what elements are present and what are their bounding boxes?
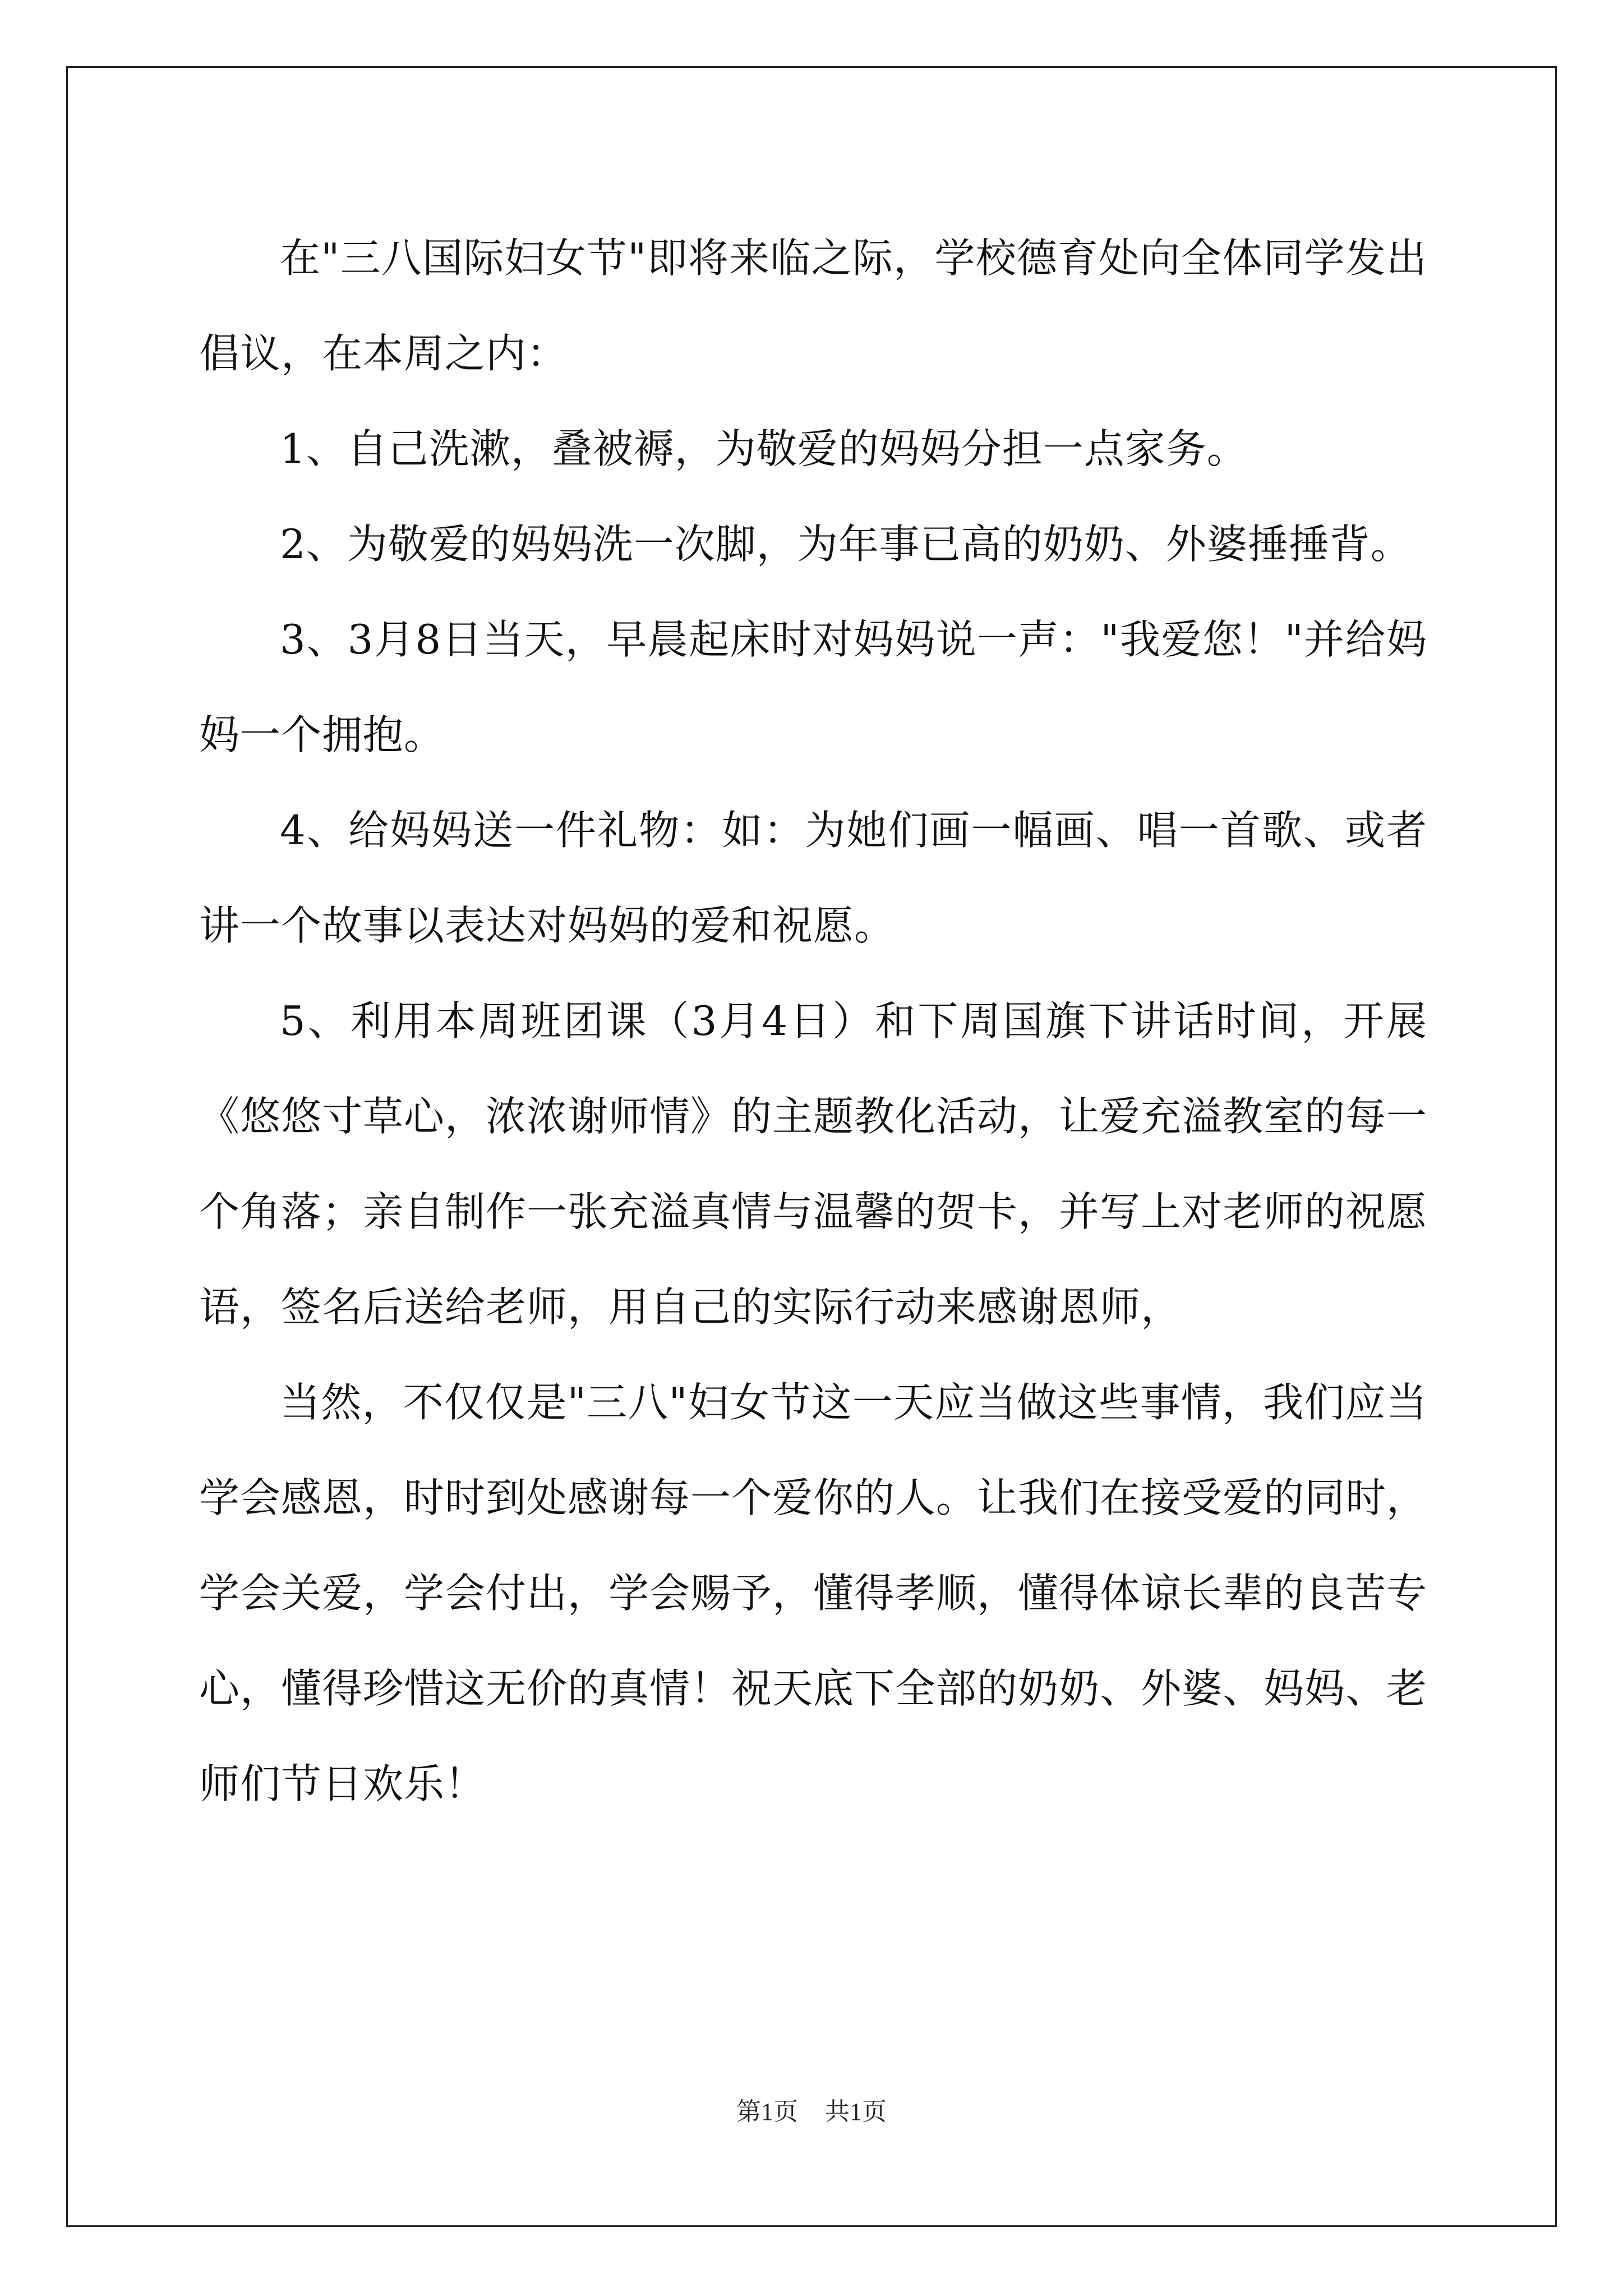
paragraph-item-4: 4、给妈妈送一件礼物：如：为她们画一幅画、唱一首歌、或者讲一个故事以表达对妈妈的爱和祝愿。	[199, 807, 1427, 949]
document-body	[199, 210, 1427, 1832]
paragraph-item-3: 3、3月8日当天，早晨起床时对妈妈说一声："我爱您！"并给妈妈一个拥抱。	[199, 616, 1427, 758]
paragraph-item-2: 2、为敬爱的妈妈洗一次脚，为年事已高的奶奶、外婆捶捶背。	[280, 521, 1412, 568]
paragraph-item-5: 5、利用本周班团课（3月4日）和下周国旗下讲话时间，开展《悠悠寸草心，浓浓谢师情》的主题教化活动，让爱充溢教室的每一个角落；亲自制作一张充溢真情与温馨的贺卡，并写上对老师的祝愿语，签名后送给老师，用自己的实际行动来感谢恩师，	[199, 997, 1428, 1331]
paragraph-item-1: 1、自己洗漱，叠被褥，为敬爱的妈妈分担一点家务。	[280, 425, 1248, 472]
paragraph-conclusion: 当然，不仅仅是"三八"妇女节这一天应当做这些事情，我们应当学会感恩，时时到处感谢每一个爱你的人。让我们在接受爱的同时，学会关爱，学会付出，学会赐予，懂得孝顺，懂得体谅长辈的良苦专心，懂得珍惜这无价的真情！祝天底下全部的奶奶、外婆、妈妈、老师们节日欢乐！	[199, 1379, 1428, 1807]
page-footer	[0, 2095, 1623, 2129]
paragraph-intro: 在"三八国际妇女节"即将来临之际，学校德育处向全体同学发出倡议，在本周之内：	[199, 234, 1427, 377]
total-pages: 共1页	[825, 2098, 887, 2125]
page-number: 第1页	[736, 2098, 798, 2125]
